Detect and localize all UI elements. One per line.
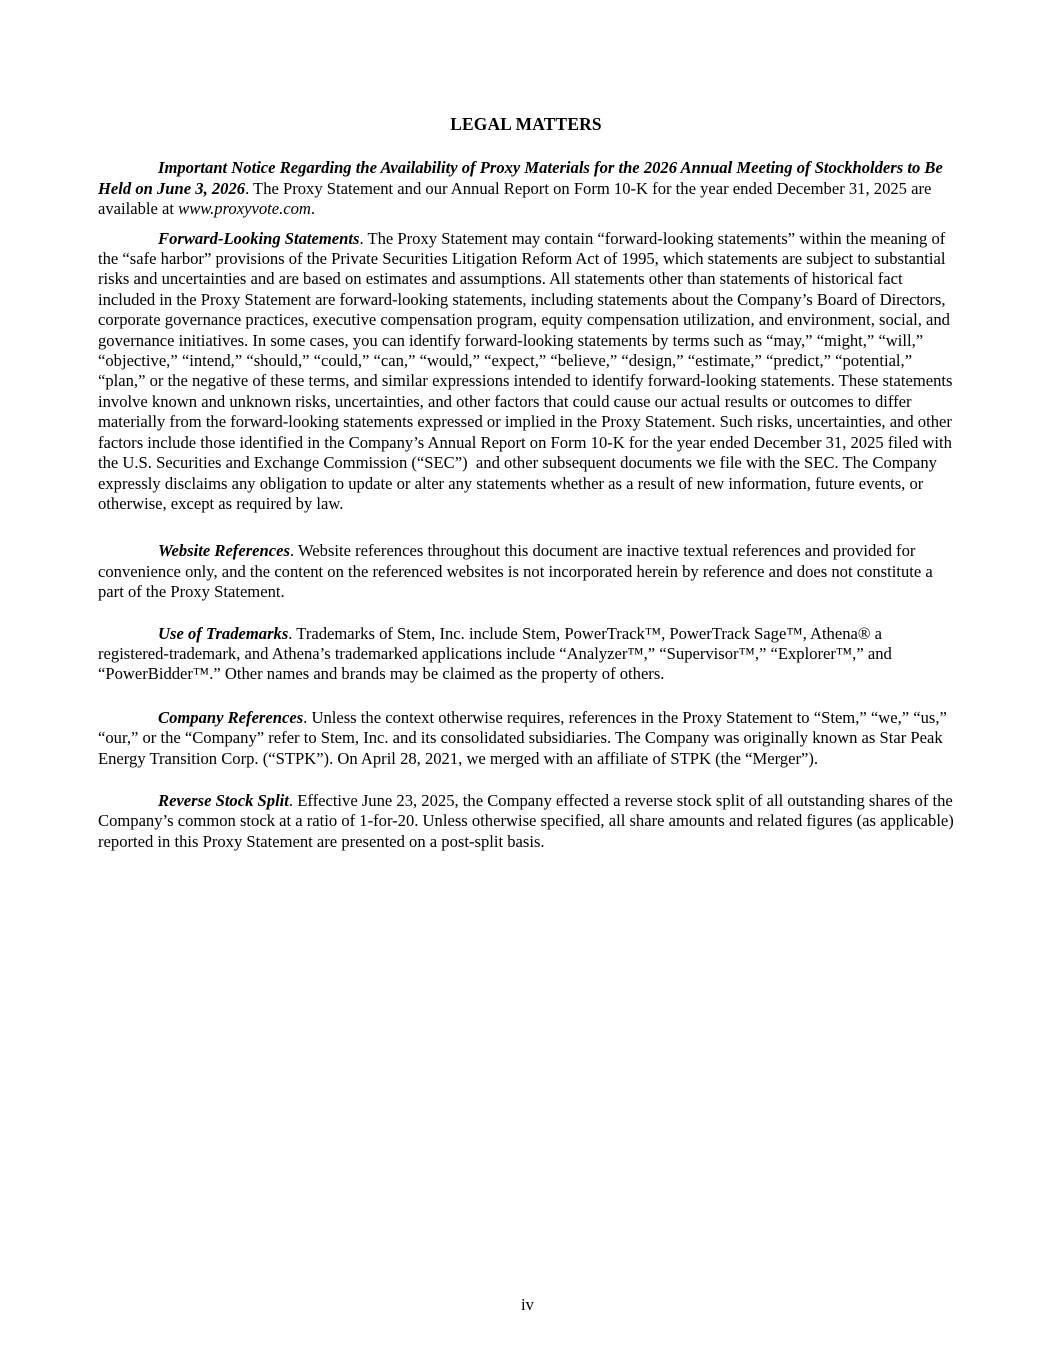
important-notice-text: . The Proxy Statement and our Annual Report on Form 10-K for the year ended December 31, 2025 are available at bbox=[98, 178, 932, 219]
page-number: iv bbox=[521, 1295, 534, 1314]
paragraph-use-of-trademarks bbox=[98, 624, 954, 685]
company-references-lead: Company References bbox=[158, 707, 304, 727]
paragraph-reverse-stock-split bbox=[98, 791, 954, 852]
reverse-stock-split-lead: Reverse Stock Split bbox=[158, 790, 289, 810]
use-of-trademarks-text: . Trademarks of Stem, Inc. include Stem, PowerTrack™, PowerTrack Sage™, Athena® a registered-trademark, and Athena’s trademarked applications include “Analyzer™,” “Supervisor™,” “Explorer™,” and “PowerBidder™.” Other names and brands may be claimed as the property of others. bbox=[98, 623, 892, 684]
website-references-text: . Website references throughout this document are inactive textual references and provided for convenience only, and the content on the referenced websites is not incorporated herein by reference and does not constitute a part of the Proxy Statement. bbox=[98, 541, 933, 602]
website-references-lead: Website References bbox=[158, 541, 290, 561]
use-of-trademarks-lead: Use of Trademarks bbox=[158, 623, 289, 643]
important-notice-lead: Important Notice Regarding the Availability of Proxy Materials for the 2026 Annual Meeting of Stockholders to Be Held on June 3, 2026 bbox=[98, 158, 943, 198]
forward-looking-statements-lead: Forward-Looking Statements bbox=[158, 228, 360, 248]
proxyvote-url: www.proxyvote.com bbox=[178, 199, 311, 219]
page-title: LEGAL MATTERS bbox=[450, 114, 602, 134]
reverse-stock-split-text: . Effective June 23, 2025, the Company effected a reverse stock split of all outstanding shares of the Company’s common stock at a ratio of 1-for-20. Unless otherwise specified, all share amounts and related figures (as applicable) reported in this Proxy Statement are presented on a post-split basis. bbox=[98, 790, 954, 851]
company-references-text: . Unless the context otherwise requires, references in the Proxy Statement to “Stem,” “we,” “us,” “our,” or the “Company” refer to Stem, Inc. and its consolidated subsidiaries. The Company was originally known as Star Peak Energy Transition Corp. (“STPK”). On April 28, 2021, we merged with an affiliate of STPK (the “Merger”). bbox=[98, 707, 947, 768]
paragraph-important-notice bbox=[98, 158, 954, 219]
paragraph-company-references bbox=[98, 708, 954, 769]
page-content bbox=[98, 0, 954, 852]
paragraph-website-references bbox=[98, 541, 954, 602]
paragraph-forward-looking-statements bbox=[98, 229, 954, 515]
forward-looking-statements-text: . The Proxy Statement may contain “forward-looking statements” within the meaning of the “safe harbor” provisions of the Private Securities Litigation Reform Act of 1995, which statements are subject to substantial risks and uncertainties and are based on estimates and assumptions. All statements other than statements of historical fact included in the Proxy Statement are forward-looking statements, including statements about the Company’s Board of Directors, corporate governance practices, executive compensation program, equity compensation utilization, and environment, social, and governance initiatives. In some cases, you can identify forward-looking statements by terms such as “may,” “might,” “will,” “objective,” “intend,” “should,” “could,” “can,” “would,” “expect,” “believe,” “design,” “estimate,” “predict,” “potential,” “plan,” or the negative of these terms, and similar expressions intended to identify forward-looking statements. These statements involve known and unknown risks, uncertainties, and other factors that could cause our actual results or outcomes to differ materially from the forward-looking statements expressed or implied in the Proxy Statement. Such risks, uncertainties, and other factors include those identified in the Company’s Annual Report on Form 10-K for the year ended December 31, 2025 filed with the U.S. Securities and Exchange Commission (“SEC”) and other subsequent documents we file with the SEC. The Company expressly disclaims any obligation to update or alter any statements whether as a result of new information, future events, or otherwise, except as required by law. bbox=[98, 228, 953, 513]
important-notice-tail: . bbox=[310, 199, 316, 219]
